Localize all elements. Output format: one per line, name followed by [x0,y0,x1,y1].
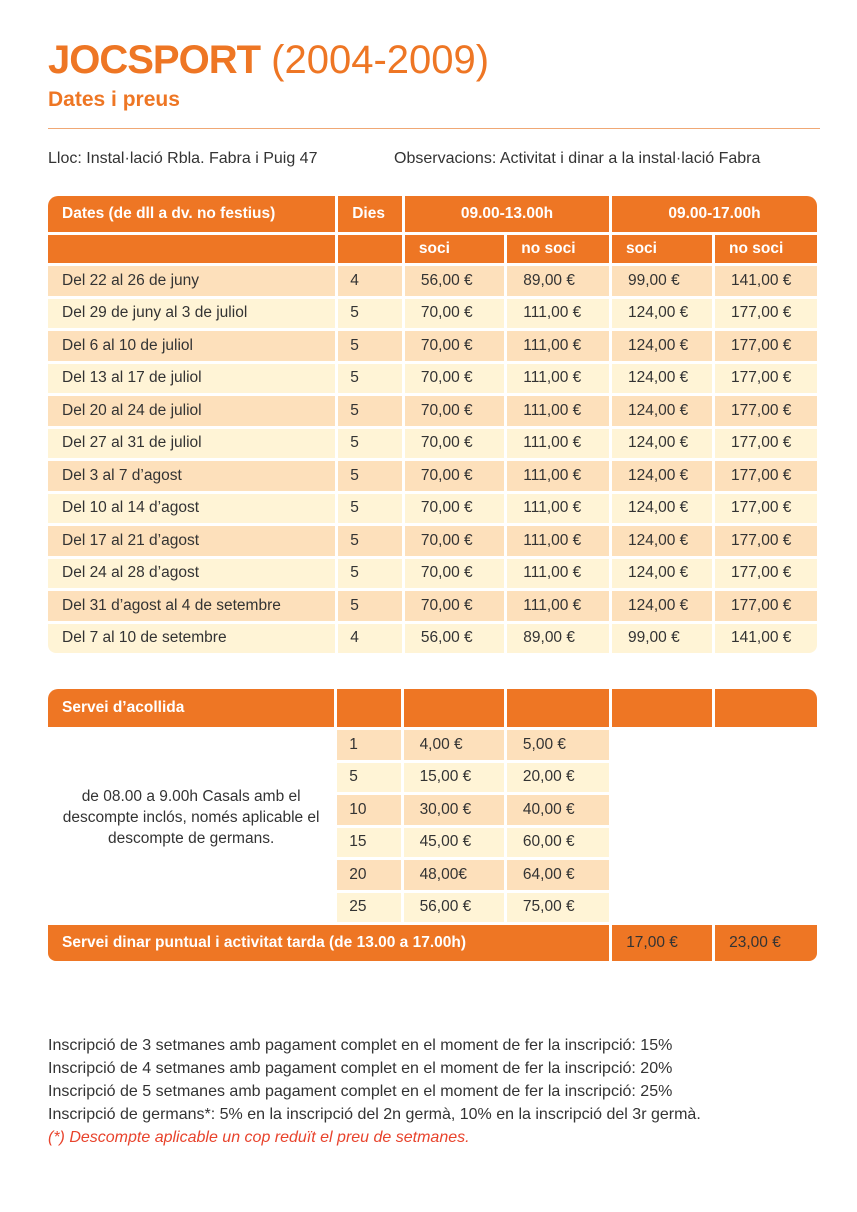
table-row [48,396,817,426]
fullday-soci-price: 124,00 € [612,526,712,556]
note-line: Inscripció de germans*: 5% en la inscripció del 2n germà, 10% en la inscripció del 3r germà. [48,1106,701,1123]
page-subtitle: Dates i preus [48,88,180,111]
welcome-service-table [45,686,820,964]
welcome-no-soci-price: 40,00 € [507,795,609,825]
empty-cell [612,730,817,922]
morning-no-soci-price: 111,00 € [507,591,609,621]
table-row [48,266,817,296]
days-cell: 5 [338,591,402,621]
fullday-no-soci-price: 177,00 € [715,364,817,394]
welcome-no-soci-price: 60,00 € [507,828,609,858]
note-line: Inscripció de 5 setmanes amb pagament complet en el moment de fer la inscripció: 25% [48,1083,673,1100]
fullday-no-soci-price: 141,00 € [715,624,817,654]
welcome-soci-price: 15,00 € [404,763,504,793]
lunch-service-row [48,925,817,961]
fullday-soci-price: 124,00 € [612,299,712,329]
morning-no-soci-price: 89,00 € [507,266,609,296]
days-cell: 25 [337,893,400,923]
welcome-soci-price: 30,00 € [404,795,504,825]
days-cell: 5 [338,494,402,524]
morning-soci-price: 70,00 € [405,461,504,491]
morning-soci-price: 70,00 € [405,364,504,394]
fullday-no-soci-price: 177,00 € [715,429,817,459]
fullday-no-soci-price: 177,00 € [715,526,817,556]
morning-no-soci-price: 111,00 € [507,526,609,556]
fullday-soci-price: 124,00 € [612,396,712,426]
page-title [48,36,489,84]
morning-no-soci-price: 111,00 € [507,559,609,589]
fullday-soci-price: 124,00 € [612,364,712,394]
morning-no-soci-price: 111,00 € [507,364,609,394]
header-morning: 09.00-13.00h [405,196,609,232]
welcome-service-description: de 08.00 a 9.00h Casals amb el descompte inclós, només aplicable el descompte de germans. [48,730,334,922]
welcome-no-soci-price: 5,00 € [507,730,609,760]
fullday-no-soci-price: 177,00 € [715,299,817,329]
header-fullday: 09.00-17.00h [612,196,817,232]
fullday-no-soci-price: 177,00 € [715,559,817,589]
table-row [48,624,817,654]
days-cell: 15 [337,828,400,858]
days-cell: 20 [337,860,400,890]
fullday-soci-price: 124,00 € [612,331,712,361]
table-row [48,526,817,556]
morning-soci-price: 70,00 € [405,526,504,556]
days-cell: 5 [338,364,402,394]
morning-no-soci-price: 89,00 € [507,624,609,654]
days-cell: 5 [338,396,402,426]
fullday-soci-price: 124,00 € [612,429,712,459]
days-cell: 10 [337,795,400,825]
fullday-soci-price: 99,00 € [612,624,712,654]
days-cell: 5 [338,461,402,491]
date-range-cell: Del 3 al 7 d’agost [48,461,335,491]
date-range-cell: Del 31 d’agost al 4 de setembre [48,591,335,621]
morning-soci-price: 70,00 € [405,591,504,621]
brand-name: JOCSPORT [48,38,261,82]
fullday-no-soci-price: 141,00 € [715,266,817,296]
fullday-no-soci-price: 177,00 € [715,591,817,621]
header-blank [507,689,609,727]
date-range-cell: Del 6 al 10 de juliol [48,331,335,361]
date-range-cell: Del 22 al 26 de juny [48,266,335,296]
divider [48,128,820,129]
fullday-no-soci-price: 177,00 € [715,396,817,426]
table-row [48,730,817,760]
fullday-no-soci-price: 177,00 € [715,331,817,361]
days-cell: 5 [337,763,400,793]
morning-soci-price: 70,00 € [405,559,504,589]
days-cell: 5 [338,526,402,556]
morning-soci-price: 70,00 € [405,299,504,329]
welcome-no-soci-price: 64,00 € [507,860,609,890]
welcome-soci-price: 56,00 € [404,893,504,923]
discount-notes [48,1034,701,1149]
date-range-cell: Del 24 al 28 d’agost [48,559,335,589]
morning-no-soci-price: 111,00 € [507,396,609,426]
observations-text: Observacions: Activitat i dinar a la instal·lació Fabra [394,150,761,167]
table-row [48,429,817,459]
welcome-soci-price: 48,00€ [404,860,504,890]
days-cell: 5 [338,299,402,329]
fullday-soci-price: 124,00 € [612,559,712,589]
fullday-soci-price: 124,00 € [612,461,712,491]
morning-soci-price: 56,00 € [405,624,504,654]
days-cell: 5 [338,429,402,459]
lunch-service-label: Servei dinar puntual i activitat tarda (de 13.00 a 17.00h) [48,925,609,961]
table-row [48,591,817,621]
note-line: Inscripció de 4 setmanes amb pagament complet en el moment de fer la inscripció: 20% [48,1060,673,1077]
fullday-soci-price: 124,00 € [612,494,712,524]
morning-soci-price: 56,00 € [405,266,504,296]
fullday-soci-price: 124,00 € [612,591,712,621]
header-blank [48,235,335,263]
fullday-no-soci-price: 177,00 € [715,461,817,491]
table-row [48,299,817,329]
morning-no-soci-price: 111,00 € [507,494,609,524]
days-cell: 4 [338,266,402,296]
morning-no-soci-price: 111,00 € [507,429,609,459]
fullday-no-soci-price: 177,00 € [715,494,817,524]
morning-soci-price: 70,00 € [405,396,504,426]
table-row [48,494,817,524]
header-no-soci: no soci [507,235,609,263]
prices-table [45,193,820,656]
age-range: (2004-2009) [271,38,490,82]
welcome-soci-price: 4,00 € [404,730,504,760]
discount-warning: (*) Descompte aplicable un cop reduït el preu de setmanes. [48,1129,470,1146]
morning-no-soci-price: 111,00 € [507,331,609,361]
date-range-cell: Del 29 de juny al 3 de juliol [48,299,335,329]
welcome-service-title: Servei d’acollida [48,689,334,727]
table-row [48,331,817,361]
date-range-cell: Del 17 al 21 d’agost [48,526,335,556]
table-row [48,461,817,491]
welcome-soci-price: 45,00 € [404,828,504,858]
morning-soci-price: 70,00 € [405,429,504,459]
lunch-price-soci: 17,00 € [612,925,712,961]
header-blank [338,235,402,263]
welcome-no-soci-price: 20,00 € [507,763,609,793]
days-cell: 5 [338,331,402,361]
header-dates: Dates (de dll a dv. no festius) [48,196,335,232]
morning-no-soci-price: 111,00 € [507,461,609,491]
days-cell: 1 [337,730,400,760]
morning-no-soci-price: 111,00 € [507,299,609,329]
date-range-cell: Del 10 al 14 d’agost [48,494,335,524]
location-text: Lloc: Instal·lació Rbla. Fabra i Puig 47 [48,150,318,167]
table-row [48,559,817,589]
header-days: Dies [338,196,402,232]
lunch-price-no-soci: 23,00 € [715,925,817,961]
date-range-cell: Del 27 al 31 de juliol [48,429,335,459]
date-range-cell: Del 20 al 24 de juliol [48,396,335,426]
date-range-cell: Del 13 al 17 de juliol [48,364,335,394]
header-blank [612,689,712,727]
header-no-soci: no soci [715,235,817,263]
morning-soci-price: 70,00 € [405,331,504,361]
header-blank [715,689,817,727]
days-cell: 5 [338,559,402,589]
morning-soci-price: 70,00 € [405,494,504,524]
days-cell: 4 [338,624,402,654]
header-blank [337,689,400,727]
date-range-cell: Del 7 al 10 de setembre [48,624,335,654]
header-soci: soci [612,235,712,263]
header-blank [404,689,504,727]
welcome-no-soci-price: 75,00 € [507,893,609,923]
fullday-soci-price: 99,00 € [612,266,712,296]
header-soci: soci [405,235,504,263]
note-line: Inscripció de 3 setmanes amb pagament complet en el moment de fer la inscripció: 15% [48,1037,673,1054]
table-row [48,364,817,394]
